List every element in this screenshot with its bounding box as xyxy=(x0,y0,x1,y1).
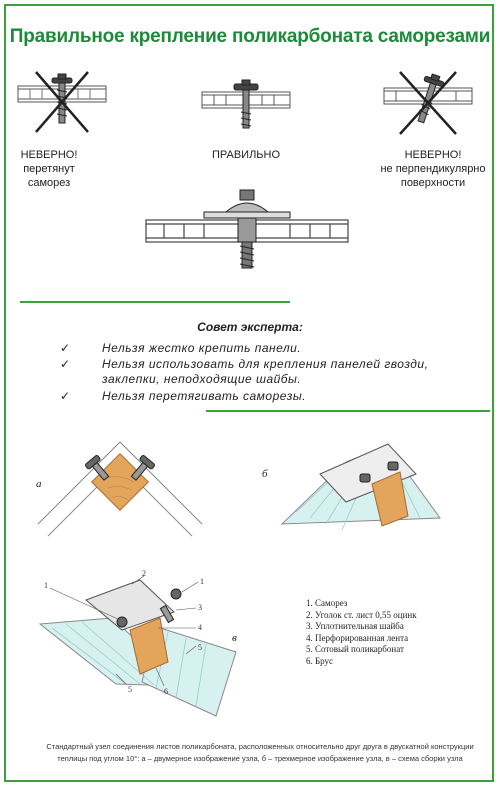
wrong-not-perpendicular-illustration xyxy=(380,70,476,140)
correct-label: ПРАВИЛЬНО xyxy=(211,149,281,161)
wrong-overtightened-illustration xyxy=(14,70,110,140)
legend-item: 3. Уплотнительная шайба xyxy=(306,621,404,631)
figure-a-letter: а xyxy=(36,478,42,490)
check-icon: ✓ xyxy=(60,357,71,371)
figure-b-letter: б xyxy=(262,468,268,480)
callout-6: 6 xyxy=(164,687,168,696)
callout-5: 5 xyxy=(128,685,132,694)
figure-v-assembly xyxy=(36,566,276,734)
figure-b-3d-node xyxy=(276,434,448,554)
callout-2: 2 xyxy=(142,569,146,578)
advice-title: Совет эксперта: xyxy=(197,320,303,334)
advice-tip: ✓ Нельзя использовать для крепления панелей гвозди, заклепки, неподходящие шайбы. xyxy=(60,357,429,386)
callout-5: 5 xyxy=(198,643,202,652)
legend-item: 2. Уголок ст. лист 0,55 оцинк xyxy=(306,609,417,620)
figure-a-2d-node xyxy=(36,428,206,540)
advice-tip: ✓ Нельзя перетягивать саморезы. xyxy=(60,389,307,403)
legend-item: 1. Саморез xyxy=(306,598,348,608)
correct-illustration xyxy=(198,78,294,138)
wrong-overtightened-label: НЕВЕРНО! перетянут саморез xyxy=(20,149,78,189)
divider-top xyxy=(20,301,290,303)
figure-v-letter: в xyxy=(232,632,237,644)
correct-detail-illustration xyxy=(142,188,352,272)
divider-bottom xyxy=(206,410,490,412)
callout-1: 1 xyxy=(44,581,48,590)
check-icon: ✓ xyxy=(60,341,71,355)
legend-item: 5. Сотовый поликарбонат xyxy=(306,644,404,654)
check-icon: ✓ xyxy=(60,389,71,403)
callout-4: 4 xyxy=(198,623,202,632)
page-title: Правильное крепление поликарбоната саморезами xyxy=(9,26,491,47)
advice-tip: ✓ Нельзя жестко крепить панели. xyxy=(60,341,302,355)
wrong-not-perpendicular-label: НЕВЕРНО! не перпендикулярно поверхности xyxy=(380,149,486,189)
legend-item: 6. Брус xyxy=(306,655,334,666)
callout-3: 3 xyxy=(198,603,202,612)
legend-item: 4. Перфорированная лента xyxy=(306,632,409,643)
figure-caption: Стандартный узел соединения листов поликарбоната, расположенных относительно друг друга в двускатной конструкции теплицы под углом 10°: а – двумерное изображение узла, б – трехмерное изображение узла, в – схема сборки узла xyxy=(46,742,474,763)
callout-1: 1 xyxy=(200,577,204,586)
legend xyxy=(306,598,417,667)
